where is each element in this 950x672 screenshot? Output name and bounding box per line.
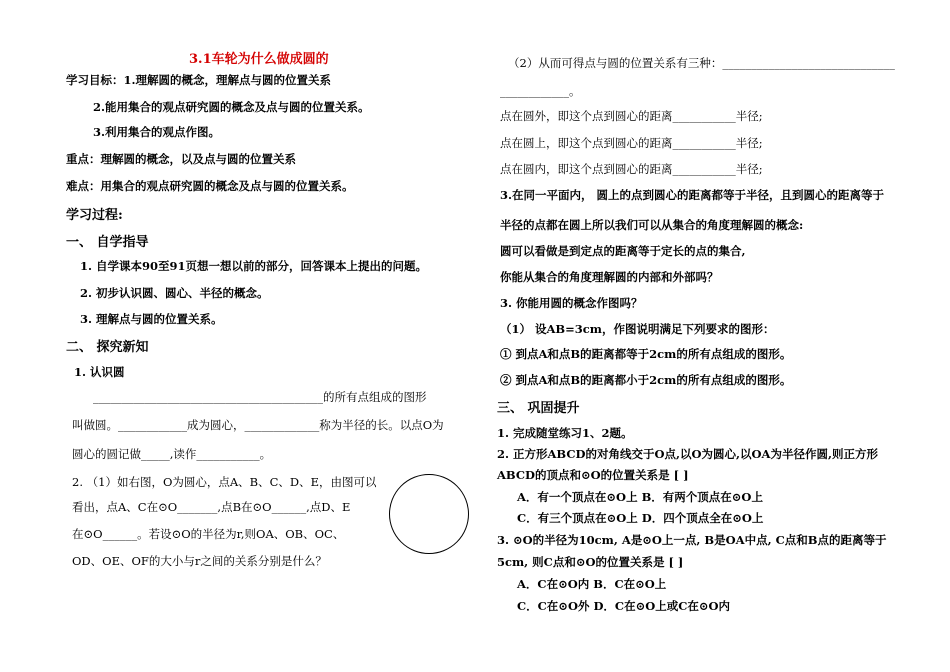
section-1-item-2: 2. 初步认识圆、圆心、半径的概念。	[80, 286, 269, 300]
point-on-circle: 点在圆上，即这个点到圆心的距离___________半径;	[500, 136, 763, 150]
right-line-7: 半径的点都在圆上所以我们可以从集合的角度理解圆的概念:	[500, 218, 804, 232]
learning-process-heading: 学习过程:	[66, 208, 123, 223]
page-title: 3.1车轮为什么做成圆的	[189, 52, 329, 67]
right-line-15: 2. 正方形ABCD的对角线交于O点,以O为圆心,以OA为半径作圆,则正方形	[497, 447, 878, 461]
right-line-13: ② 到点A和点B的距离都小于2cm的所有点组成的图形。	[500, 373, 792, 387]
section-3-heading: 三、 巩固提升	[497, 401, 580, 416]
circle-definition-line-3: 圆心的圆记做_____,读作___________。	[72, 447, 272, 461]
question-2-options-ab: A．有一个顶点在⊙O上 B．有两个顶点在⊙O上	[517, 490, 763, 504]
point-inside-circle: 点在圆内，即这个点到圆心的距离___________半径;	[500, 162, 763, 176]
circle-definition-line-1: ________________________________________的所有点组成的图形	[93, 390, 427, 404]
key-point: 重点：理解圆的概念，以及点与圆的位置关系	[66, 152, 296, 166]
question-2-line-3: 在⊙O______。若设⊙O的半径为r,则OA、OB、OC、	[72, 527, 345, 541]
question-2-options-cd: C．有三个顶点在⊙O上 D．四个顶点全在⊙O上	[517, 511, 764, 525]
question-2-line-2: 看出，点A、C在⊙O_______,点B在⊙O______,点D、E	[72, 500, 351, 514]
circle-definition-line-2: 叫做圆。____________成为圆心，_____________称为半径的长。以点O为	[72, 418, 444, 432]
right-line-20: 5cm, 则C点和⊙O的位置关系是 [ ]	[497, 555, 684, 569]
right-line-10: 3. 你能用圆的概念作图吗？	[500, 296, 643, 310]
right-line-16: ABCD的顶点和⊙O的位置关系是 [ ]	[497, 468, 689, 482]
section-1-heading: 一、 自学指导	[66, 235, 149, 250]
learning-goals-3: 3.利用集合的观点作图。	[93, 125, 221, 139]
circle-figure	[389, 474, 469, 554]
section-1-item-3: 3. 理解点与圆的位置关系。	[80, 312, 223, 326]
right-line-1: （2）从而可得点与圆的位置关系有三种：______________________________	[508, 56, 895, 70]
point-outside-circle: 点在圆外，即这个点到圆心的距离___________半径;	[500, 109, 763, 123]
learning-goals-1: 学习目标：1.理解圆的概念，理解点与圆的位置关系	[66, 73, 332, 87]
right-line-19: 3. ⊙O的半径为10cm, A是⊙O上一点, B是OA中点, C点和B点的距离等于	[497, 533, 887, 547]
difficulty: 难点：用集合的观点研究圆的概念及点与圆的位置关系。	[66, 179, 354, 193]
right-line-2: ____________。	[500, 84, 581, 98]
section-1-item-1: 1. 自学课本90至91页想一想以前的部分，回答课本上提出的问题。	[80, 259, 428, 273]
right-line-12: ① 到点A和点B的距离都等于2cm的所有点组成的图形。	[500, 347, 792, 361]
right-line-6: 3.在同一平面内， 圆上的点到圆心的距离都等于半径，且到圆心的距离等于	[500, 188, 885, 202]
learning-goals-2: 2.能用集合的观点研究圆的概念及点与圆的位置关系。	[93, 100, 370, 114]
right-line-9: 你能从集合的角度理解圆的内部和外部吗？	[500, 270, 719, 284]
question-3-options-ab: A．C在⊙O内 B．C在⊙O上	[517, 577, 667, 591]
question-2-line-1: 2. （1）如右图，O为圆心，点A、B、C、D、E，由图可以	[72, 475, 377, 489]
question-3-options-cd: C．C在⊙O外 D．C在⊙O上或C在⊙O内	[517, 599, 731, 613]
section-2-item-1: 1. 认识圆	[74, 365, 125, 379]
section-2-heading: 二、 探究新知	[66, 340, 149, 355]
right-line-11: （1） 设AB=3cm，作图说明满足下列要求的图形：	[500, 322, 775, 336]
right-line-14: 1. 完成随堂练习1、2题。	[497, 426, 633, 440]
right-line-8: 圆可以看做是到定点的距离等于定长的点的集合,	[500, 244, 746, 258]
question-2-line-4: OD、OE、OF的大小与r之间的关系分别是什么？	[72, 554, 327, 568]
